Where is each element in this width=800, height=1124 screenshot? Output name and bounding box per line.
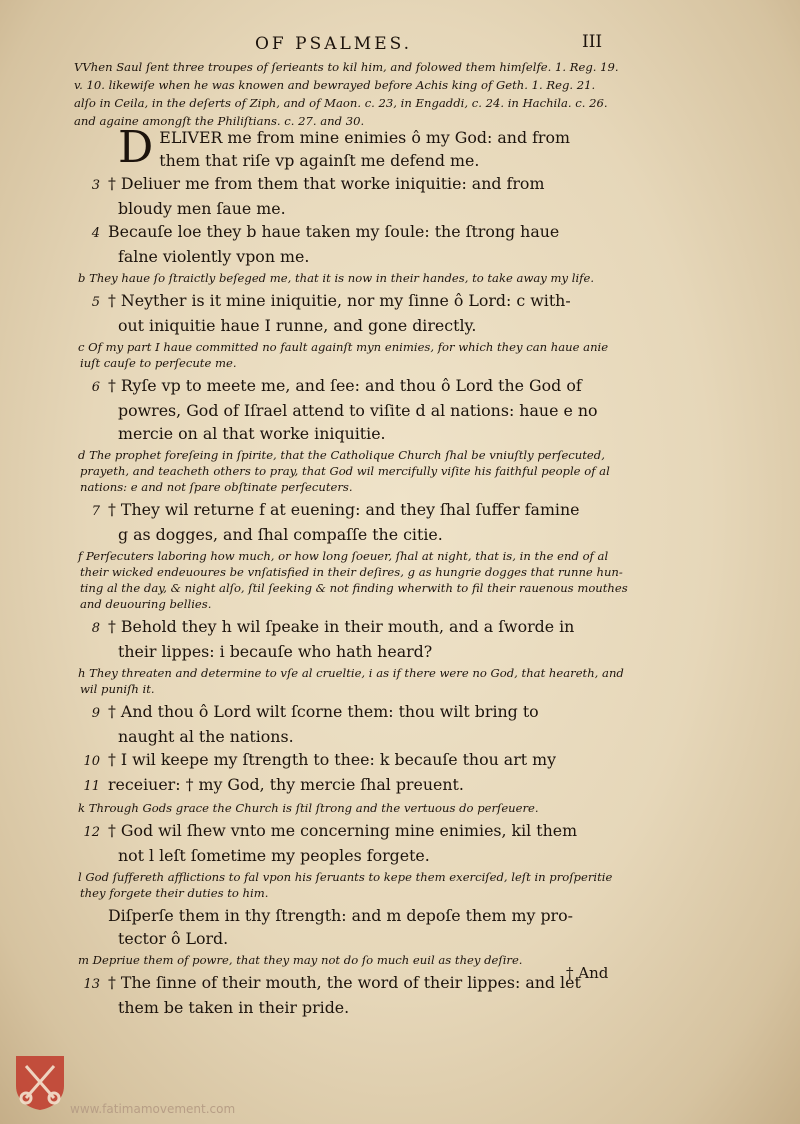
verse-line: [78, 314, 738, 337]
verse-text: † Ryſe vp to meete me, and ſee: and thou ô Lord the God of: [108, 376, 582, 395]
marginal-note: [78, 447, 738, 495]
note-line: k Through Gods grace the Church is ſtil ſtrong and the vertuous do perſeuere.: [78, 801, 539, 815]
argument-line: and againe amongſt the Philiſtians. c. 27. and 30.: [74, 114, 365, 128]
verse: [78, 122, 738, 173]
psalm-argument: [74, 58, 724, 130]
note-line: their wicked endeuoures be vnſatisfied in their deſires, g as hungrie dogges that runne hun-: [80, 565, 623, 579]
verse-text: naught al the nations.: [118, 727, 294, 746]
verse-number: 6: [91, 380, 100, 395]
marginal-note: [78, 665, 738, 697]
note-line: wil puniſh it.: [80, 682, 155, 696]
running-title: OF PSALMES.: [255, 34, 413, 54]
verse-number: 9: [91, 706, 100, 721]
verse-text: † They wil returne f at euening: and they ſhal ſuffer famine: [108, 500, 580, 519]
verse: [78, 615, 738, 663]
verse-text: them be taken in their pride.: [118, 998, 350, 1017]
verse: [78, 819, 738, 867]
verse-line: [78, 172, 738, 197]
verse: [78, 700, 738, 748]
note-line: ting al the day, & night alſo, ſtil ſeeking & not finding wherwith to fil their rauenous mouthes: [80, 581, 628, 595]
note-line: d The prophet foreſeing in ſpirite, that the Catholique Church ſhal be vniuſtly perſecuted,: [78, 448, 605, 462]
verse-number: 7: [91, 504, 100, 519]
papal-keys-crest-icon: [12, 1052, 68, 1112]
drop-capital: D: [118, 122, 154, 173]
verse-text: † Deliuer me from them that worke iniquitie: and from: [108, 174, 545, 193]
verse: [78, 748, 738, 773]
note-line: nations: e and not ſpare obſtinate perſecuters.: [80, 480, 353, 494]
verse-text: their lippes: i becauſe who hath heard?: [118, 642, 433, 661]
note-line: l God ſuffereth afflictions to fal vpon his ſeruants to kepe them exerciſed, leſt in proſperitie: [78, 870, 613, 884]
verse-text: tector ô Lord.: [118, 929, 229, 948]
page-header: [0, 34, 800, 60]
marginal-note: [78, 548, 738, 612]
verse-line: [78, 748, 738, 773]
verse: [78, 172, 738, 220]
verse: [78, 220, 738, 268]
verse-text: powres, God of Iſrael attend to viſite d al nations: haue e no: [118, 401, 598, 420]
argument-line: VVhen Saul ſent three troupes of ſerieants to kil him, and folowed them himſelfe. 1. Reg. 19.: [74, 60, 619, 74]
note-line: iuſt cauſe to perſecute me.: [80, 356, 237, 370]
note-line: f Perſecuters laboring how much, or how long ſoeuer, ſhal at night, that is, in the end of al: [78, 549, 609, 563]
verse-number: 10: [83, 754, 100, 769]
verse-line: [78, 523, 738, 546]
watermark-site: www.fatimamovement.com: [70, 1102, 236, 1116]
verse: [78, 374, 738, 445]
verse-line: [78, 245, 738, 268]
verse-text: them that riſe vp againſt me defend me.: [159, 151, 480, 170]
verse-text: receiuer: † my God, thy mercie ſhal preuent.: [108, 775, 464, 794]
marginal-note: [78, 270, 738, 286]
verse: [78, 971, 738, 1019]
verse-text: † I wil keepe my ſtrength to thee: k becauſe thou art my: [108, 750, 557, 769]
marginal-note: [78, 952, 738, 968]
verse-line: [78, 615, 738, 640]
verse-text: out iniquitie haue I runne, and gone directly.: [118, 316, 477, 335]
verse-text: Diſperſe them in thy ſtrength: and m depoſe them my pro-: [108, 906, 573, 925]
verse-number: 12: [83, 825, 100, 840]
verse-number: 11: [83, 779, 100, 794]
verse-line: [78, 197, 738, 220]
verse-line: [78, 374, 738, 399]
verse-line: [78, 126, 738, 149]
note-line: they forgete their duties to him.: [80, 886, 269, 900]
verse-number: 4: [91, 226, 100, 241]
verse: [78, 498, 738, 546]
verse-line: [78, 498, 738, 523]
verse-text: † Neyther is it mine iniquitie, nor my ſinne ô Lord: c with-: [108, 291, 571, 310]
verse-text: not l leſt ſometime my peoples forgete.: [118, 846, 430, 865]
verse-line: [78, 773, 738, 798]
verse: [78, 289, 738, 337]
note-line: b They haue ſo ſtraictly beſeged me, that it is now in their handes, to take away my life.: [78, 271, 595, 285]
argument-line: v. 10. likewiſe when he was knowen and bewrayed before Achis king of Geth. 1. Reg. 21.: [74, 78, 596, 92]
verse-text: † Behold they h wil ſpeake in their mouth, and a ſworde in: [108, 617, 575, 636]
note-line: prayeth, and teacheth others to pray, that God wil mercifully viſite his faithful people of al: [80, 464, 610, 478]
verse-line: [78, 149, 738, 172]
verse-line: [78, 844, 738, 867]
note-line: m Depriue them of powre, that they may not do ſo much euil as they deſire.: [78, 953, 523, 967]
marginal-note: [78, 339, 738, 371]
verse-number: 3: [91, 178, 100, 193]
verse-text: bloudy men ſaue me.: [118, 199, 286, 218]
verse-line: [78, 640, 738, 663]
catchword: † And: [566, 964, 609, 982]
verse-line: [78, 220, 738, 245]
verse: [78, 773, 738, 798]
verse-line: [78, 927, 738, 950]
verse-line: [78, 996, 738, 1019]
page-number: III: [582, 32, 603, 52]
verse-number: 8: [91, 621, 100, 636]
verse-number: 5: [91, 295, 100, 310]
verse-text: g as dogges, and ſhal compaſſe the citie.: [118, 525, 443, 544]
marginal-note: [78, 869, 738, 901]
verse-line: [78, 819, 738, 844]
marginal-note: [78, 800, 738, 816]
verse-text: † And thou ô Lord wilt ſcorne them: thou wilt bring to: [108, 702, 539, 721]
verse-line: [78, 971, 738, 996]
verse-text: Becauſe loe they b haue taken my ſoule: the ſtrong haue: [108, 222, 560, 241]
verse-line: [78, 399, 738, 422]
verse-text: ELIVER me from mine enimies ô my God: and from: [159, 128, 570, 147]
verse-line: [78, 289, 738, 314]
verse-text: mercie on al that worke iniquitie.: [118, 424, 386, 443]
verse-text: † God wil ſhew vnto me concerning mine enimies, kil them: [108, 821, 578, 840]
verse-line: [78, 700, 738, 725]
verse-text: falne violently vpon me.: [118, 247, 310, 266]
argument-line: alſo in Ceila, in the deſerts of Ziph, and of Maon. c. 23, in Engaddi, c. 24. in Hachila. c. 26.: [74, 96, 608, 110]
verse-line: [78, 904, 738, 927]
psalm-text: [78, 122, 738, 1019]
verse: [78, 904, 738, 950]
note-line: h They threaten and determine to vſe al crueltie, i as if there were no God, that heareth, and: [78, 666, 624, 680]
verse-line: [78, 725, 738, 748]
verse-line: [78, 422, 738, 445]
note-line: c Of my part I haue committed no fault againſt myn enimies, for which they can haue anie: [78, 340, 609, 354]
note-line: and deuouring bellies.: [80, 597, 212, 611]
verse-text: † The ſinne of their mouth, the word of their lippes: and let: [108, 973, 581, 992]
verse-number: 13: [83, 977, 100, 992]
